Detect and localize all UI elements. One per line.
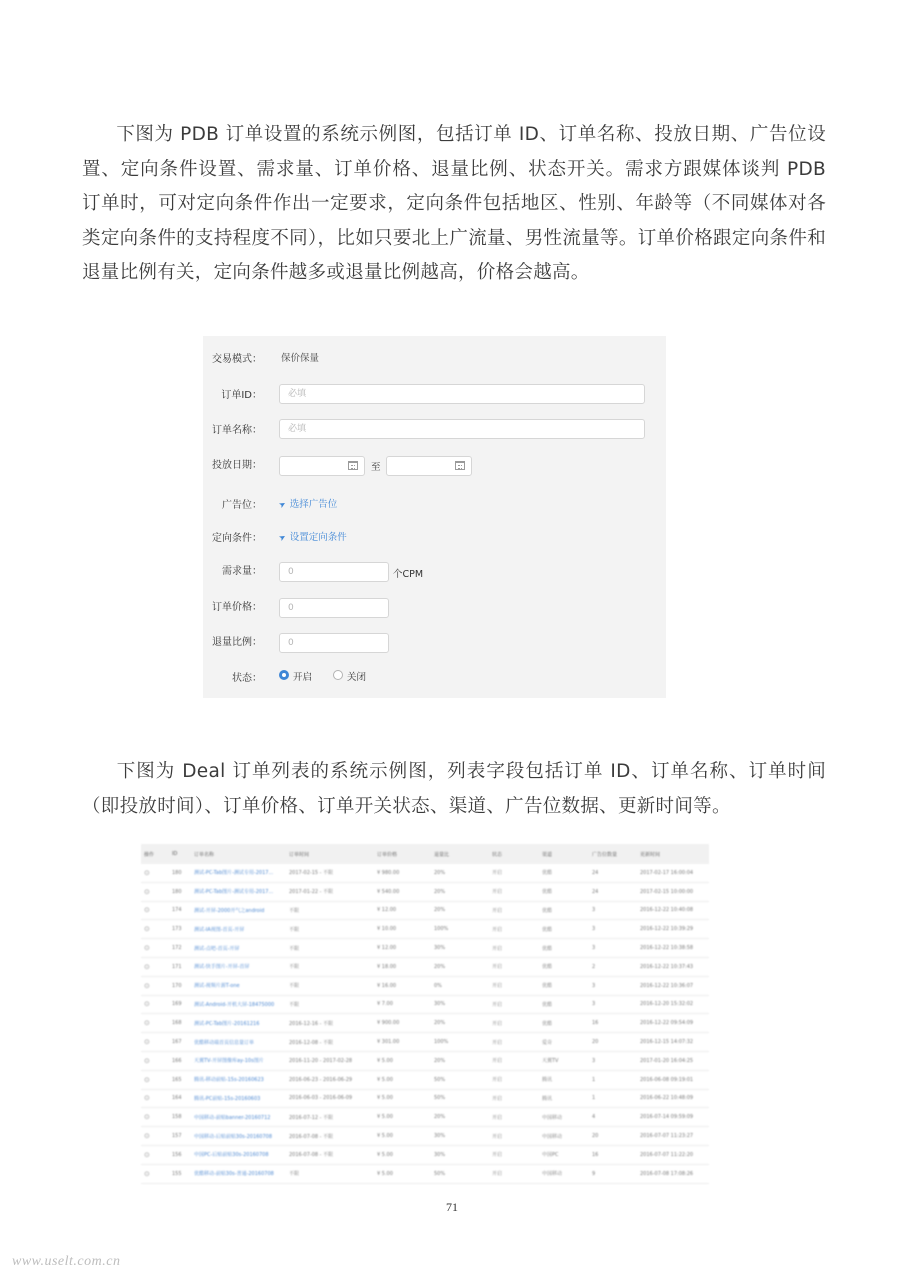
order-name-link[interactable]: 优酷移动-前贴30s-普通-20160708 [191, 1164, 286, 1183]
table-cell: 2016-12-22 10:38:58 [637, 939, 709, 958]
status-label: 状态： [232, 673, 262, 684]
row-action-icon[interactable]: ⊙ [141, 882, 169, 901]
order-name-link[interactable]: 测试-视频片源T-one [191, 976, 286, 995]
table-cell: 开启 [489, 882, 539, 901]
table-cell: 170 [169, 976, 191, 995]
table-cell: 2016-07-07 11:22:20 [637, 1145, 709, 1164]
column-header: 更新时间 [637, 844, 709, 864]
row-action-icon[interactable]: ⊙ [141, 995, 169, 1014]
order-name-link[interactable]: 测试-PC-Tab图片-20161216 [191, 1014, 286, 1033]
table-cell: ¥ 5.00 [374, 1070, 431, 1089]
watermark: www.uselt.com.cn [12, 1254, 121, 1269]
return-ratio-value: 0 [288, 638, 294, 648]
order-name-link[interactable]: 测试-开屏-2000开气之android [191, 901, 286, 920]
column-header: 订单名称 [191, 844, 286, 864]
table-cell: 2017-01-22 - 不限 [286, 882, 374, 901]
order-id-label: 订单ID： [221, 390, 262, 401]
table-cell: 2017-01-20 16:04:25 [637, 1051, 709, 1070]
row-action-icon[interactable]: ⊙ [141, 976, 169, 995]
table-cell: 20% [431, 882, 489, 901]
table-row [141, 1051, 709, 1070]
table-cell: 天翼TV [539, 1051, 589, 1070]
calendar-icon[interactable] [455, 461, 465, 470]
table-cell: 不限 [286, 976, 374, 995]
table-cell: 开启 [489, 1089, 539, 1108]
column-header: 渠道 [539, 844, 589, 864]
paragraph-1-text: 下图为 PDB 订单设置的系统示例图，包括订单 ID、订单名称、投放日期、广告位设置、定向条件设置、需求量、订单价格、退量比例、状态开关。需求方跟媒体谈判 PDB 订单时，可对定向条件作出一定要求，定向条件包括地区、性别、年龄等（不同媒体对各类定向条件的支持程度不同），比如只要北上广流量、男性流量等。订单价格跟定向条件和退量比例有关，定向条件越多或退量比例越高，价格会越高。 [82, 124, 826, 284]
table-row [141, 995, 709, 1014]
row-action-icon[interactable]: ⊙ [141, 901, 169, 920]
table-cell: 2016-12-22 09:54:09 [637, 1014, 709, 1033]
column-header: 订单时间 [286, 844, 374, 864]
price-value: 0 [288, 603, 294, 613]
order-name-link[interactable]: 测试-IA视图-首页-开屏 [191, 920, 286, 939]
table-row [141, 901, 709, 920]
table-cell: 不限 [286, 920, 374, 939]
table-cell: 171 [169, 957, 191, 976]
pdb-order-form-figure [203, 336, 666, 698]
table-cell: ¥ 12.00 [374, 901, 431, 920]
targeting-label: 定向条件： [212, 533, 262, 544]
table-cell: 2016-07-08 - 不限 [286, 1127, 374, 1146]
table-cell: 中国移动 [539, 1127, 589, 1146]
table-cell: 20% [431, 1014, 489, 1033]
table-row [141, 920, 709, 939]
table-cell: 开启 [489, 976, 539, 995]
table-cell: 开启 [489, 1127, 539, 1146]
end-date-input[interactable] [386, 456, 472, 476]
order-name-link[interactable]: 腾讯-PC前贴-15s-20160603 [191, 1089, 286, 1108]
demand-value: 0 [288, 567, 294, 577]
table-cell: 30% [431, 995, 489, 1014]
price-input[interactable] [279, 598, 389, 618]
table-row [141, 1014, 709, 1033]
table-cell: ¥ 16.00 [374, 976, 431, 995]
demand-unit: 个CPM [393, 569, 424, 580]
table-cell: 24 [589, 882, 637, 901]
table-cell: 开启 [489, 957, 539, 976]
order-name-link[interactable]: 测试-PC-Tab图片-测试专用-2017... [191, 882, 286, 901]
paragraph-2-text: 下图为 Deal 订单列表的系统示例图，列表字段包括订单 ID、订单名称、订单时间（即投放时间）、订单价格、订单开关状态、渠道、广告位数据、更新时间等。 [82, 761, 826, 817]
table-cell: 20% [431, 864, 489, 882]
order-name-input[interactable] [279, 419, 645, 439]
table-cell: 2016-07-07 11:23:27 [637, 1127, 709, 1146]
table-cell: 167 [169, 1033, 191, 1052]
row-action-icon[interactable]: ⊙ [141, 1051, 169, 1070]
table-cell: 优酷 [539, 882, 589, 901]
order-id-placeholder: 必填 [288, 389, 307, 399]
table-cell: ¥ 301.00 [374, 1033, 431, 1052]
order-name-placeholder: 必填 [288, 424, 307, 434]
table-cell: ¥ 5.00 [374, 1127, 431, 1146]
table-cell: 优酷 [539, 939, 589, 958]
demand-label: 需求量： [222, 566, 262, 577]
order-name-link[interactable]: 测试-PC-Tab图片-测试专用-2017... [191, 864, 286, 882]
row-action-icon[interactable]: ⊙ [141, 1145, 169, 1164]
table-cell: 3 [589, 920, 637, 939]
row-action-icon[interactable]: ⊙ [141, 1033, 169, 1052]
table-cell: 174 [169, 901, 191, 920]
price-label: 订单价格： [212, 602, 262, 613]
column-header: 退量比 [431, 844, 489, 864]
table-row [141, 1127, 709, 1146]
table-cell: 爱奇 [539, 1033, 589, 1052]
send-arrow-icon: ➤ [277, 498, 288, 511]
table-cell: 1 [589, 1089, 637, 1108]
table-cell: 2016-06-03 - 2016-06-09 [286, 1089, 374, 1108]
table-cell: 2016-07-08 17:08:26 [637, 1164, 709, 1183]
table-cell: 156 [169, 1145, 191, 1164]
table-cell: ¥ 5.00 [374, 1108, 431, 1127]
table-cell: 1 [589, 1070, 637, 1089]
deal-table [141, 844, 709, 1184]
order-name-link[interactable]: 天翼TV-开屏图像库ay-10s图片 [191, 1051, 286, 1070]
table-cell: ¥ 12.00 [374, 939, 431, 958]
demand-input[interactable] [279, 562, 389, 582]
table-cell: 开启 [489, 1164, 539, 1183]
table-cell: 2016-12-08 - 不限 [286, 1033, 374, 1052]
table-cell: 不限 [286, 1164, 374, 1183]
table-row [141, 1164, 709, 1183]
table-cell: 中国PC [539, 1145, 589, 1164]
table-cell: 优酷 [539, 957, 589, 976]
table-row [141, 864, 709, 882]
table-cell: 50% [431, 1070, 489, 1089]
table-cell: 2016-06-22 10:48:09 [637, 1089, 709, 1108]
table-cell: 中国移动 [539, 1108, 589, 1127]
column-header: ID [169, 844, 191, 864]
table-cell: 100% [431, 920, 489, 939]
order-name-link[interactable]: 测试-Android-开机大屏-18475000 [191, 995, 286, 1014]
table-cell: 20% [431, 1108, 489, 1127]
table-cell: 100% [431, 1033, 489, 1052]
table-cell: 172 [169, 939, 191, 958]
table-cell: 不限 [286, 957, 374, 976]
table-row [141, 882, 709, 901]
order-name-link[interactable]: 中国移动-前贴banner-20160712 [191, 1108, 286, 1127]
table-cell: 2016-12-15 14:07:32 [637, 1033, 709, 1052]
table-cell: 168 [169, 1014, 191, 1033]
table-cell: 164 [169, 1089, 191, 1108]
table-cell: 2016-06-08 09:19:01 [637, 1070, 709, 1089]
order-name-link[interactable]: 中国移动-后贴前贴30s-20160708 [191, 1127, 286, 1146]
table-cell: 优酷 [539, 864, 589, 882]
row-action-icon[interactable]: ⊙ [141, 939, 169, 958]
table-row [141, 1089, 709, 1108]
deal-order-list-figure [141, 844, 709, 1178]
table-cell: ¥ 5.00 [374, 1089, 431, 1108]
table-cell: ¥ 5.00 [374, 1145, 431, 1164]
table-cell: 优酷 [539, 1014, 589, 1033]
table-row [141, 1033, 709, 1052]
order-name-link[interactable]: 腾讯-移动前贴-15s-20160623 [191, 1070, 286, 1089]
table-cell: 9 [589, 1164, 637, 1183]
column-header: 广告位数量 [589, 844, 637, 864]
table-cell: 2016-07-14 09:59:09 [637, 1108, 709, 1127]
table-cell: 开启 [489, 920, 539, 939]
table-cell: ¥ 540.00 [374, 882, 431, 901]
table-cell: 2016-11-20 - 2017-02-28 [286, 1051, 374, 1070]
table-cell: 2016-12-22 10:39:29 [637, 920, 709, 939]
select-ad-slot-text: 选择广告位 [289, 499, 338, 510]
table-row [141, 976, 709, 995]
row-action-icon[interactable]: ⊙ [141, 1108, 169, 1127]
table-cell: 20% [431, 901, 489, 920]
trade-mode-value: 保价保量 [281, 353, 320, 364]
order-id-input[interactable] [279, 384, 645, 404]
table-cell: 50% [431, 1089, 489, 1108]
table-cell: 2017-02-15 10:00:00 [637, 882, 709, 901]
table-cell: 不限 [286, 901, 374, 920]
table-cell: 20% [431, 957, 489, 976]
table-cell: 30% [431, 939, 489, 958]
row-action-icon[interactable]: ⊙ [141, 920, 169, 939]
row-action-icon[interactable]: ⊙ [141, 1127, 169, 1146]
status-on-label: 开启 [293, 672, 313, 683]
return-ratio-label: 退量比例： [212, 637, 262, 648]
table-cell: 165 [169, 1070, 191, 1089]
table-cell: ¥ 980.00 [374, 864, 431, 882]
ad-slot-label: 广告位： [222, 500, 262, 511]
table-cell: 中国移动 [539, 1164, 589, 1183]
table-cell: 20% [431, 1051, 489, 1070]
table-cell: 2016-12-22 10:36:07 [637, 976, 709, 995]
table-cell: 4 [589, 1108, 637, 1127]
table-cell: 优酷 [539, 901, 589, 920]
table-cell: 2 [589, 957, 637, 976]
order-name-link[interactable]: 中国PC-后贴前贴30s-20160708 [191, 1145, 286, 1164]
table-row [141, 957, 709, 976]
table-cell: 166 [169, 1051, 191, 1070]
table-cell: ¥ 18.00 [374, 957, 431, 976]
order-name-link[interactable]: 测试-快手图片-开屏-首屏 [191, 957, 286, 976]
table-cell: 开启 [489, 1033, 539, 1052]
table-cell: 开启 [489, 1014, 539, 1033]
table-cell: ¥ 10.00 [374, 920, 431, 939]
table-cell: 腾讯 [539, 1089, 589, 1108]
table-cell: 169 [169, 995, 191, 1014]
select-ad-slot-link[interactable] [279, 496, 337, 510]
table-cell: 不限 [286, 939, 374, 958]
table-cell: 155 [169, 1164, 191, 1183]
table-cell: 2016-12-20 15:32:02 [637, 995, 709, 1014]
status-off-label: 关闭 [347, 672, 367, 683]
table-cell: 2017-02-17 16:00:04 [637, 864, 709, 882]
table-cell: 16 [589, 1014, 637, 1033]
order-name-label: 订单名称： [212, 425, 262, 436]
table-cell: 158 [169, 1108, 191, 1127]
order-name-link[interactable]: 优酷移动端首页信息量订单 [191, 1033, 286, 1052]
table-row [141, 1070, 709, 1089]
table-cell: 2016-12-16 - 不限 [286, 1014, 374, 1033]
table-cell: 不限 [286, 995, 374, 1014]
date-label: 投放日期： [212, 460, 262, 471]
row-action-icon[interactable]: ⊙ [141, 864, 169, 882]
table-cell: 开启 [489, 1051, 539, 1070]
table-cell: 20 [589, 1127, 637, 1146]
table-cell: 3 [589, 995, 637, 1014]
table-cell: 开启 [489, 1145, 539, 1164]
table-cell: 开启 [489, 1108, 539, 1127]
table-cell: 2016-07-08 - 不限 [286, 1145, 374, 1164]
table-cell: 2016-06-23 - 2016-06-29 [286, 1070, 374, 1089]
deal-table-body [141, 864, 709, 1183]
status-on-radio[interactable] [279, 670, 289, 680]
row-action-icon[interactable]: ⊙ [141, 1070, 169, 1089]
table-row [141, 1108, 709, 1127]
table-cell: ¥ 900.00 [374, 1014, 431, 1033]
table-cell: 优酷 [539, 995, 589, 1014]
table-cell: 173 [169, 920, 191, 939]
table-row [141, 939, 709, 958]
table-cell: 优酷 [539, 920, 589, 939]
calendar-icon[interactable] [348, 461, 358, 470]
set-targeting-text: 设置定向条件 [289, 532, 347, 543]
table-cell: 180 [169, 864, 191, 882]
deal-table-header [141, 844, 709, 864]
table-cell: 开启 [489, 995, 539, 1014]
table-cell: ¥ 5.00 [374, 1164, 431, 1183]
page-number: 71 [446, 1200, 458, 1214]
table-cell: 24 [589, 864, 637, 882]
paragraph-deal-intro [82, 755, 826, 824]
table-cell: 开启 [489, 901, 539, 920]
table-row [141, 1145, 709, 1164]
table-cell: 开启 [489, 939, 539, 958]
table-cell: 30% [431, 1127, 489, 1146]
table-cell: 2016-12-22 10:40:08 [637, 901, 709, 920]
return-ratio-input[interactable] [279, 633, 389, 653]
table-cell: 2016-07-12 - 不限 [286, 1108, 374, 1127]
row-action-icon[interactable]: ⊙ [141, 957, 169, 976]
table-cell: 3 [589, 901, 637, 920]
row-action-icon[interactable]: ⊙ [141, 1014, 169, 1033]
column-header: 状态 [489, 844, 539, 864]
date-separator: 至 [371, 462, 381, 473]
column-header: 操作 [141, 844, 169, 864]
set-targeting-link[interactable] [279, 529, 347, 543]
row-action-icon[interactable]: ⊙ [141, 1164, 169, 1183]
trade-mode-label: 交易模式： [212, 354, 262, 365]
row-action-icon[interactable]: ⊙ [141, 1089, 169, 1108]
table-cell: 2017-02-15 - 不限 [286, 864, 374, 882]
table-cell: 20 [589, 1033, 637, 1052]
table-cell: ¥ 7.00 [374, 995, 431, 1014]
send-arrow-icon: ➤ [277, 531, 288, 544]
table-cell: 157 [169, 1127, 191, 1146]
table-cell: 30% [431, 1145, 489, 1164]
table-cell: 180 [169, 882, 191, 901]
table-cell: 优酷 [539, 976, 589, 995]
table-cell: ¥ 5.00 [374, 1051, 431, 1070]
table-cell: 2016-12-22 10:37:43 [637, 957, 709, 976]
status-off-radio[interactable] [333, 670, 343, 680]
table-cell: 50% [431, 1164, 489, 1183]
order-name-link[interactable]: 测试-点吧-首页-开屏 [191, 939, 286, 958]
start-date-input[interactable] [279, 456, 365, 476]
table-cell: 3 [589, 1051, 637, 1070]
paragraph-pdb-intro [82, 118, 826, 291]
table-cell: 3 [589, 976, 637, 995]
table-cell: 开启 [489, 864, 539, 882]
table-cell: 开启 [489, 1070, 539, 1089]
table-cell: 16 [589, 1145, 637, 1164]
table-cell: 0% [431, 976, 489, 995]
column-header: 订单价格 [374, 844, 431, 864]
table-cell: 腾讯 [539, 1070, 589, 1089]
table-cell: 3 [589, 939, 637, 958]
